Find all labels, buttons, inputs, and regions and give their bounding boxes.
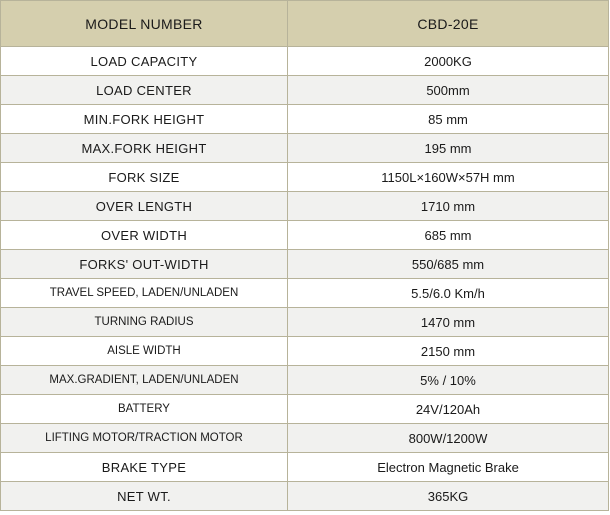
spec-label: FORKS' OUT-WIDTH (1, 250, 288, 279)
spec-value: 1470 mm (288, 308, 609, 337)
spec-value: 85 mm (288, 105, 609, 134)
spec-value: 195 mm (288, 134, 609, 163)
spec-value: 800W/1200W (288, 424, 609, 453)
spec-value: 5% / 10% (288, 366, 609, 395)
table-row (1, 366, 609, 395)
spec-label: FORK SIZE (1, 163, 288, 192)
spec-value: 550/685 mm (288, 250, 609, 279)
spec-value: 5.5/6.0 Km/h (288, 279, 609, 308)
spec-label: LOAD CENTER (1, 76, 288, 105)
table-header-row (1, 1, 609, 47)
table-row (1, 395, 609, 424)
table-row (1, 47, 609, 76)
table-row (1, 337, 609, 366)
spec-label: BATTERY (1, 395, 288, 424)
table-row (1, 453, 609, 482)
table-row (1, 221, 609, 250)
table-row (1, 424, 609, 453)
spec-value: 1150L×160W×57H mm (288, 163, 609, 192)
spec-label: MAX.FORK HEIGHT (1, 134, 288, 163)
table-row (1, 192, 609, 221)
spec-label: MIN.FORK HEIGHT (1, 105, 288, 134)
spec-label: BRAKE TYPE (1, 453, 288, 482)
spec-label: TRAVEL SPEED, LADEN/UNLADEN (1, 279, 288, 308)
table-row (1, 105, 609, 134)
spec-value: 2150 mm (288, 337, 609, 366)
spec-label: AISLE WIDTH (1, 337, 288, 366)
spec-value: 1710 mm (288, 192, 609, 221)
table-row (1, 279, 609, 308)
spec-value: 685 mm (288, 221, 609, 250)
header-model-number-value: CBD-20E (288, 1, 609, 47)
spec-value: 365KG (288, 482, 609, 511)
spec-label: LOAD CAPACITY (1, 47, 288, 76)
table-row (1, 482, 609, 511)
table-row (1, 76, 609, 105)
spec-label: NET WT. (1, 482, 288, 511)
table-row (1, 134, 609, 163)
spec-label: MAX.GRADIENT, LADEN/UNLADEN (1, 366, 288, 395)
spec-value: 24V/120Ah (288, 395, 609, 424)
spec-value: 500mm (288, 76, 609, 105)
spec-label: OVER LENGTH (1, 192, 288, 221)
table-row (1, 163, 609, 192)
table-row (1, 308, 609, 337)
spec-value: 2000KG (288, 47, 609, 76)
header-model-number-label: MODEL NUMBER (1, 1, 288, 47)
table-row (1, 250, 609, 279)
spec-label: OVER WIDTH (1, 221, 288, 250)
spec-label: LIFTING MOTOR/TRACTION MOTOR (1, 424, 288, 453)
spec-label: TURNING RADIUS (1, 308, 288, 337)
spec-value: Electron Magnetic Brake (288, 453, 609, 482)
